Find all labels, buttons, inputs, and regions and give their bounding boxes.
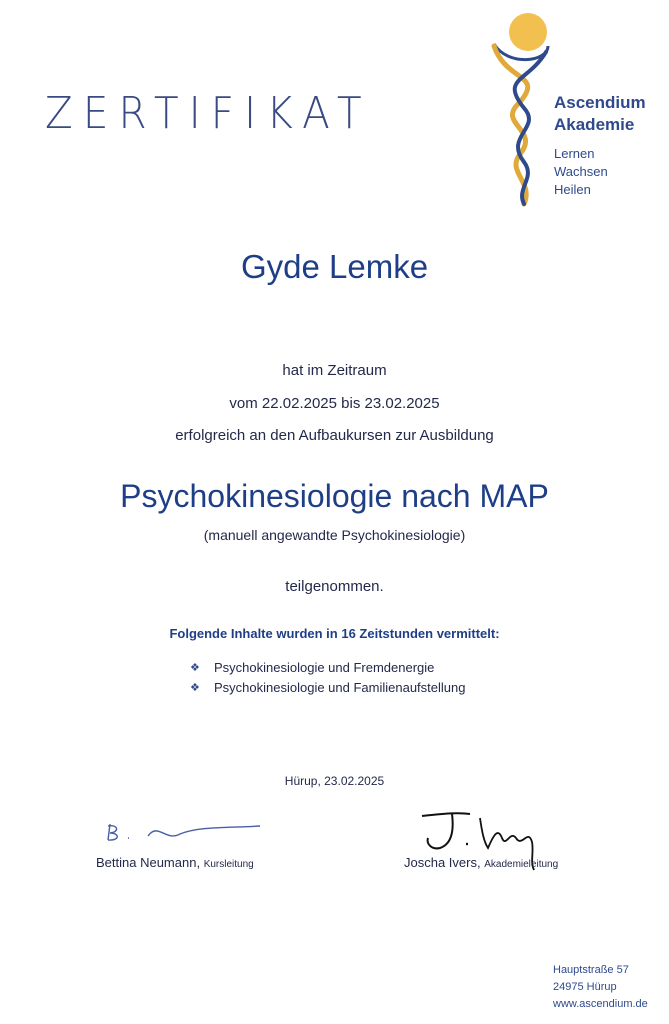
address-city: 24975 Hürup [553,981,617,993]
signature-line-ivers [404,855,558,870]
contents-list [190,657,465,697]
contents-heading: Folgende Inhalte wurden in 16 Zeitstunden vermittelt: [169,626,500,641]
signer-role: Akademieleitung [484,859,559,870]
signer-role: Kursleitung [203,859,254,870]
ascendium-logo [488,12,666,208]
course-subtitle: (manuell angewandte Psychokinesiologie) [203,527,466,543]
logo-tagline: Lernen Wachsen Heilen [554,146,608,197]
signature-neumann [100,820,270,850]
intro-line-course: erfolgreich an den Aufbaukursen zur Ausbildung [175,427,494,444]
participated-text: teilgenommen. [285,578,384,595]
course-title: Psychokinesiologie nach MAP [120,478,549,514]
intro-line-period: hat im Zeitraum [282,362,387,379]
recipient-name: Gyde Lemke [240,248,429,285]
signature-line-neumann [96,855,254,870]
place-date: Hürup, 23.02.2025 [284,774,385,788]
caduceus-icon [488,12,558,208]
signer-name: Joscha Ivers, [404,855,481,870]
address-block [553,962,648,1013]
list-item: ❖ Psychokinesiologie und Fremdenergie [190,659,435,675]
intro-line-dates: vom 22.02.2025 bis 23.02.2025 [229,395,440,412]
diamond-bullet-icon: ❖ [190,681,200,694]
address-street: Hauptstraße 57 [553,964,629,976]
list-item: ❖ Psychokinesiologie und Familienaufstellung [190,679,466,695]
diamond-bullet-icon: ❖ [190,661,200,674]
address-website: www.ascendium.de [553,998,648,1010]
certificate-title: ZERTIFIKAT [45,88,372,139]
logo-name: Ascendium Akademie [554,93,646,134]
signer-name: Bettina Neumann, [96,855,201,870]
